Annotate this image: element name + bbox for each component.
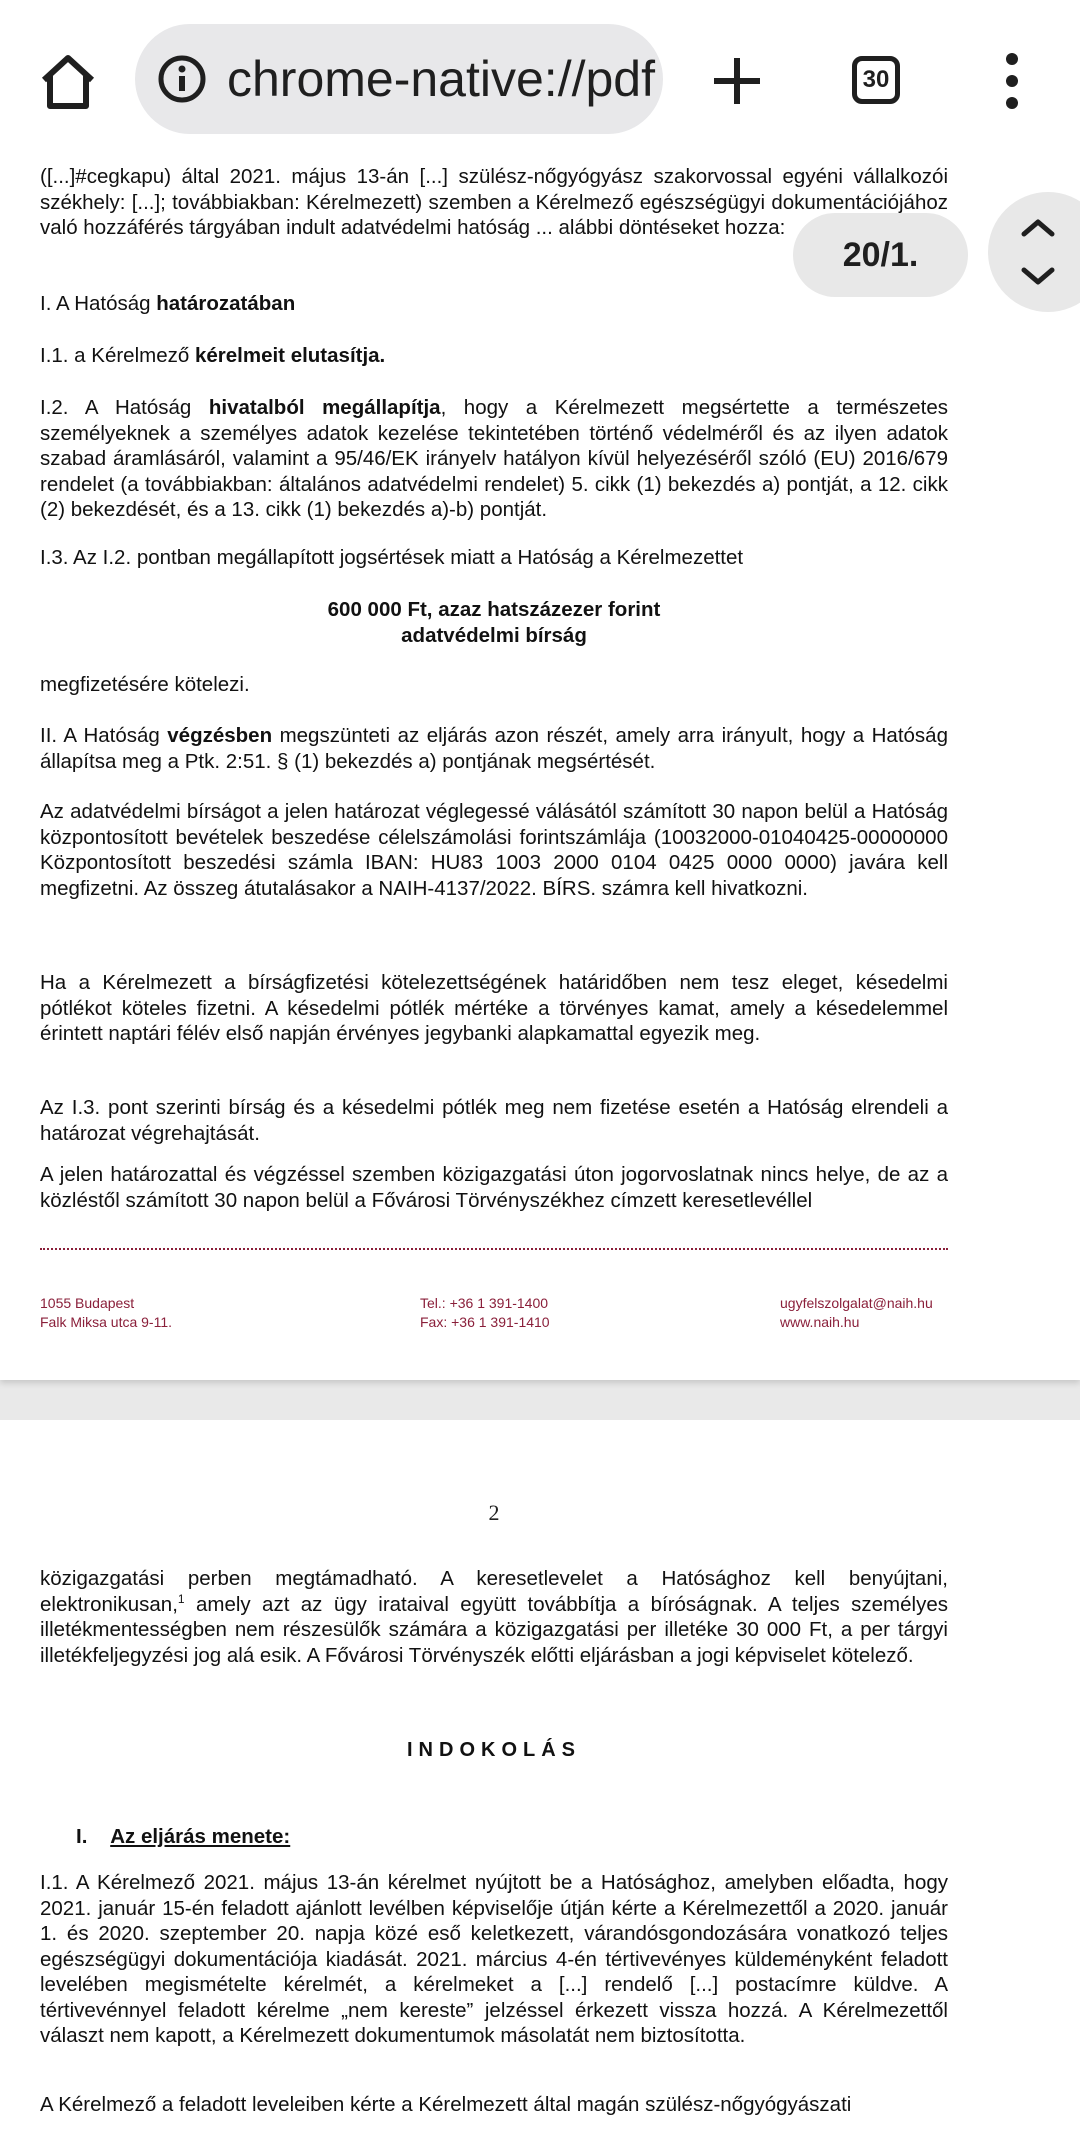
footer-addr-line-2: Falk Miksa utca 9-11. <box>40 1314 173 1330</box>
footnote-ref[interactable]: 1 <box>177 1591 185 1606</box>
continuation-text: közigazgatási perben megtámadható. A keresetlevelet a Hatósághoz kell benyújtani, elektronikusan, <box>40 1567 948 1616</box>
paragraph-next: A Kérelmező a feladott leveleiben kérte a Kérelmezett által magán szülész-nőgyógyászati <box>40 2093 852 2116</box>
late-fee-paragraph: Ha a Kérelmezett a bírságfizetési kötelezettségének határidőben nem tesz eleget, késedelmi pótlékot köteles fizetni. A késedelmi pótlék mértéke a törvényes kamat, amely a késedelemmel érintett naptári félév első napján érvényes jegybanki alapkamattal egyezik meg. <box>40 971 948 1045</box>
section-i2-rest: , hogy a Kérelmezett megsértette a természetes személyeknek a személyes adatok kezelése tekintetében történő védelméről és az ilyen adatok szabad áramlásáról, valamint a 95/46/EK irányelv hatályon kívül helyezéséről szóló (EU) 2016/679 rendelet (a továbbiakban: általános adatvédelmi rendelet) 5. cikk (1) bekezdés a) pontját, a 12. cikk (2) bekezdését, és a 13. cikk (1) bekezdés a)-b) pontját. <box>40 396 948 521</box>
section-i1-bold: kérelmeit elutasítja. <box>194 344 386 367</box>
section-i-bold: határozatában <box>156 292 296 315</box>
continuation-rest: amely azt az ügy irataival együtt továbbítja a bíróságnak. A teljes személyes illetékmentességben nem részesülők számára a közigazgatási per illetéke 30 000 Ft, a per tárgyi illetékfeljegyzési jog alá esik. A Fővárosi Törvényszék előtti eljárásban a jogi képviselet kötelező. <box>40 1592 948 1667</box>
more-vert-icon[interactable] <box>1000 52 1024 110</box>
info-icon[interactable] <box>157 54 207 104</box>
section-i1 <box>40 343 948 369</box>
section-ii-bold: végzésben <box>167 724 273 747</box>
section-ii <box>40 723 948 774</box>
section-i3: I.3. Az I.2. pontban megállapított jogsértések miatt a Hatóság a Kérelmezettet <box>40 546 744 569</box>
subsection-title <box>76 1824 984 1850</box>
pdf-page-2 <box>0 1420 1080 2140</box>
page-indicator: 20/1. <box>793 213 968 297</box>
section-i-text: I. A Hatóság <box>40 292 157 315</box>
page-number: 2 <box>488 1500 500 1525</box>
footer-web[interactable]: www.naih.hu <box>780 1314 860 1330</box>
footer-address <box>40 1294 172 1332</box>
url-bar[interactable] <box>135 24 663 134</box>
home-icon[interactable] <box>36 50 100 114</box>
footer-contact <box>780 1294 933 1332</box>
url-text: chrome-native://pdf <box>227 51 655 107</box>
footer-fax: Fax: +36 1 391-1410 <box>420 1314 550 1330</box>
browser-toolbar <box>0 0 1080 158</box>
intro-paragraph: ([...]#cegkapu) által 2021. május 13-án [...] szülész-nőgyógyász szakorvossal egyéni vállalkozói székhely: [...]; továbbiakban: Kérelmezett) szemben a Kérelmező egészségügyi dokumentációjához való hozzáférés tárgyában indult adatvédelmi hatóság ... alábbi döntéseket hozza: <box>40 165 948 239</box>
fine-line-2: adatvédelmi bírság <box>401 623 587 647</box>
appeal-paragraph: A jelen határozattal és végzéssel szemben közigazgatási úton jogorvoslatnak nincs helye, de az a közléstől számított 30 napon belül a Fővárosi Törvényszékhez címzett keresetlevéllel <box>40 1163 948 1212</box>
section-heading: INDOKOLÁS <box>407 1739 581 1761</box>
fine-line-1: 600 000 Ft, azaz hatszázezer forint <box>327 598 661 621</box>
tab-switcher-button[interactable]: 30 <box>852 56 900 104</box>
subsection-number: I. <box>76 1825 88 1848</box>
footer-email[interactable]: ugyfelszolgalat@naih.hu <box>780 1295 933 1311</box>
fine-amount <box>40 597 948 648</box>
page-scroll-button[interactable] <box>988 192 1080 312</box>
footer-tel: Tel.: +36 1 391-1400 <box>420 1295 549 1311</box>
section-ii-text: II. A Hatóság <box>40 724 168 747</box>
enforcement-paragraph: Az I.3. pont szerinti bírság és a késedelmi pótlék meg nem fizetése esetén a Hatóság elrendeli a határozat végrehajtását. <box>40 1096 948 1145</box>
chevron-up-down-icon <box>988 192 1080 312</box>
footer-phone <box>420 1294 550 1332</box>
pay-obligation: megfizetésére kötelezi. <box>40 673 250 696</box>
section-i <box>40 291 948 317</box>
subsection-title-text: Az eljárás menete: <box>110 1825 291 1848</box>
section-i2-bold: hivatalból megállapítja <box>208 396 441 419</box>
payment-paragraph: Az adatvédelmi bírságot a jelen határozat véglegessé válásától számított 30 napon belül a Hatóság központosított bevételek beszedése célelszámolási forintszámlája (10032000-01040425-00000000 Központosított beszedési számla IBAN: HU83 1003 2000 0104 0425 0000 0000) javára kell megfizetni. Az összeg átutalásakor a NAIH-4137/2022. BÍRS. számra kell hivatkozni. <box>40 800 948 900</box>
plus-icon[interactable] <box>710 54 764 108</box>
paragraph-i1: I.1. A Kérelmező 2021. május 13-án kérelmet nyújtott be a Hatósághoz, amelyben előadta, hogy 2021. január 15-én feladott ajánlott levélben képviselője útján kérte a Kérelmezettől a 2020. január 1. és 2020. szeptember 20. napja közé eső keletkezett, várandósgondozására vonatkozó teljes egészségügyi dokumentációja kiadását. 2021. március 4-én tértivevényes küldeményként feladott levelében megismételte kérelmét, a kérelmeket a [...] rendelő [...] postacímre küldve. A tértivevénnyel feladott kérelme „nem kereste” jelzéssel érkezett vissza hozzá. A Kérelmezettől választ nem kapott, a Kérelmezett dokumentumok másolatát nem biztosította. <box>40 1871 948 2047</box>
section-ii-rest: megszünteti az eljárás azon részét, amely arra irányult, hogy a Hatóság állapítsa meg a Ptk. 2:51. § (1) bekezdés a) pontjának megsértését. <box>40 724 948 773</box>
pdf-page-1 <box>0 158 1080 1380</box>
footer-addr-line-1: 1055 Budapest <box>40 1295 135 1311</box>
section-i1-text: I.1. a Kérelmező <box>40 344 195 367</box>
section-i2 <box>40 395 948 523</box>
section-i2-text: I.2. A Hatóság <box>40 396 209 419</box>
continuation-paragraph <box>40 1566 948 1668</box>
footer-divider <box>40 1248 948 1250</box>
